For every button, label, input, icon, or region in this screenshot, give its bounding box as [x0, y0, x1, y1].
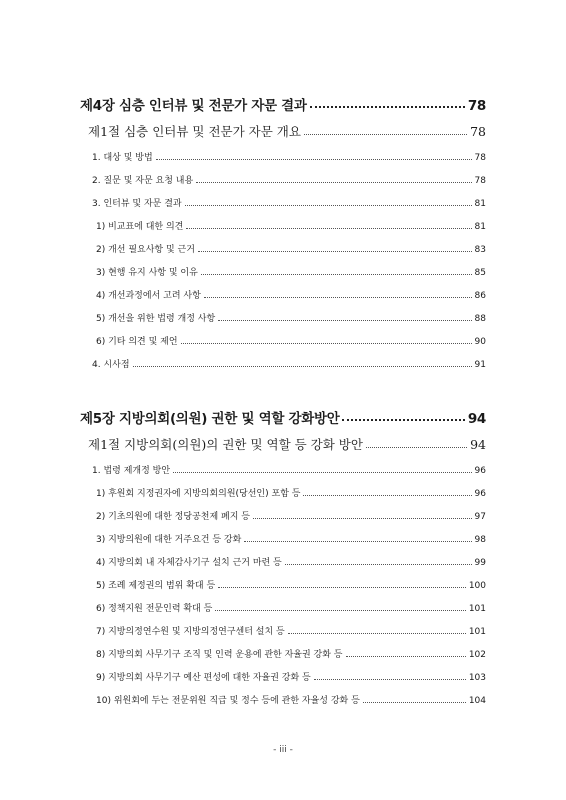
page-number: 96 — [474, 466, 486, 476]
page-number: 96 — [474, 489, 486, 499]
dot-leader — [186, 228, 471, 229]
dot-leader — [304, 134, 467, 135]
page-number: 102 — [468, 650, 486, 660]
entry-label: 5) 조례 제정권의 범위 확대 등 — [96, 581, 216, 591]
page-footer: - iii - — [273, 745, 293, 755]
chapter-title: 제5장 지방의회(의원) 권한 및 역할 강화방안 — [80, 411, 340, 427]
dot-leader — [253, 518, 472, 519]
entry-label: 10) 위원회에 두는 전문위원 직급 및 정수 등에 관한 자율성 강화 등 — [96, 696, 360, 706]
page-number: 78 — [467, 98, 486, 114]
page-number: 103 — [468, 673, 486, 683]
toc-subentry[interactable] — [0, 670, 486, 683]
toc-subentry[interactable] — [0, 265, 486, 278]
dot-leader — [303, 495, 471, 496]
dot-leader — [196, 182, 471, 183]
toc-subentry[interactable] — [0, 219, 486, 232]
entry-label: 1. 대상 및 방법 — [92, 153, 153, 163]
page-number: 104 — [468, 696, 486, 706]
entry-label: 3. 인터뷰 및 자문 결과 — [92, 199, 182, 209]
entry-label: 7) 지방의정연수원 및 지방의정연구센터 설치 등 — [96, 627, 285, 637]
toc-entry[interactable] — [0, 463, 486, 476]
page-number: 78 — [474, 176, 486, 186]
entry-label: 6) 정책지원 전문인력 확대 등 — [96, 604, 213, 614]
dot-leader — [201, 274, 472, 275]
dot-leader — [218, 320, 471, 321]
page-number: 88 — [474, 314, 486, 324]
dot-leader — [346, 656, 466, 657]
dot-leader — [244, 541, 471, 542]
dot-leader — [363, 702, 466, 703]
entry-label: 4. 시사점 — [92, 360, 130, 370]
entry-label: 4) 지방의회 내 자체감사기구 설치 근거 마련 등 — [96, 558, 282, 568]
page-number: 81 — [474, 199, 486, 209]
toc-subentry[interactable] — [0, 288, 486, 301]
dot-leader — [204, 297, 472, 298]
dot-leader — [285, 564, 472, 565]
page-number: 100 — [468, 581, 486, 591]
page-number: 78 — [474, 153, 486, 163]
entry-label: 3) 현행 유지 사항 및 이유 — [96, 268, 198, 278]
toc-subentry[interactable] — [0, 601, 486, 614]
dot-leader — [288, 633, 466, 634]
dot-leader — [314, 679, 466, 680]
dot-leader — [215, 610, 465, 611]
dot-leader — [156, 159, 472, 160]
toc-subentry[interactable] — [0, 486, 486, 499]
entry-label: 2) 기초의원에 대한 정당공천제 폐지 등 — [96, 512, 250, 522]
toc-subentry[interactable] — [0, 334, 486, 347]
section-title: 제1절 심층 인터뷰 및 전문가 자문 개요 — [88, 124, 301, 139]
page-number: 86 — [474, 291, 486, 301]
toc-subentry[interactable] — [0, 693, 486, 706]
toc-subentry[interactable] — [0, 555, 486, 568]
toc-subentry[interactable] — [0, 532, 486, 545]
page-number: 85 — [474, 268, 486, 278]
dot-leader — [310, 106, 465, 108]
page-number: 98 — [474, 535, 486, 545]
entry-label: 1) 비교표에 대한 의견 — [96, 222, 184, 232]
toc-entry[interactable] — [0, 173, 486, 186]
toc-subentry[interactable] — [0, 509, 486, 522]
toc-entry[interactable] — [0, 357, 486, 370]
toc-subentry[interactable] — [0, 647, 486, 660]
toc-entry[interactable] — [0, 150, 486, 163]
dot-leader — [198, 251, 472, 252]
toc-section[interactable] — [0, 435, 486, 453]
toc-entry[interactable] — [0, 196, 486, 209]
entry-label: 4) 개선과정에서 고려 사항 — [96, 291, 201, 301]
chapter-title: 제4장 심층 인터뷰 및 전문가 자문 결과 — [80, 98, 307, 114]
entry-label: 1) 후원회 지정권자에 지방의회의원(당선인) 포함 등 — [96, 489, 301, 499]
entry-label: 3) 지방의원에 대한 거주요건 등 강화 — [96, 535, 242, 545]
dot-leader — [218, 587, 466, 588]
page-number: 81 — [474, 222, 486, 232]
page-number: 90 — [474, 337, 486, 347]
dot-leader — [366, 447, 467, 448]
toc-chapter[interactable] — [0, 94, 486, 114]
dot-leader — [133, 366, 472, 367]
entry-label: 2) 개선 필요사항 및 근거 — [96, 245, 195, 255]
page-number: 99 — [474, 558, 486, 568]
page-number: 83 — [474, 245, 486, 255]
toc-section[interactable] — [0, 122, 486, 140]
page-number: 94 — [467, 411, 486, 427]
entry-label: 2. 질문 및 자문 요청 내용 — [92, 176, 194, 186]
page-number: 101 — [468, 627, 486, 637]
page-number: 101 — [468, 604, 486, 614]
toc-subentry[interactable] — [0, 311, 486, 324]
toc-chapter[interactable] — [0, 407, 486, 427]
entry-label: 6) 기타 의견 및 제언 — [96, 337, 178, 347]
page-number: 78 — [470, 124, 486, 139]
toc-subentry[interactable] — [0, 242, 486, 255]
page-number: 94 — [470, 437, 486, 452]
dot-leader — [342, 419, 464, 421]
entry-label: 5) 개선을 위한 법령 개정 사항 — [96, 314, 216, 324]
page-number: 91 — [474, 360, 486, 370]
dot-leader — [185, 205, 472, 206]
section-title: 제1절 지방의회(의원)의 권한 및 역할 등 강화 방안 — [88, 437, 363, 452]
entry-label: 1. 법령 제개정 방안 — [92, 466, 171, 476]
dot-leader — [181, 343, 472, 344]
entry-label: 8) 지방의회 사무기구 조직 및 인력 운용에 관한 자율권 강화 등 — [96, 650, 343, 660]
entry-label: 9) 지방의회 사무기구 예산 편성에 대한 자율권 강화 등 — [96, 673, 311, 683]
page-number: 97 — [474, 512, 486, 522]
toc-subentry[interactable] — [0, 578, 486, 591]
dot-leader — [173, 472, 472, 473]
toc-subentry[interactable] — [0, 624, 486, 637]
